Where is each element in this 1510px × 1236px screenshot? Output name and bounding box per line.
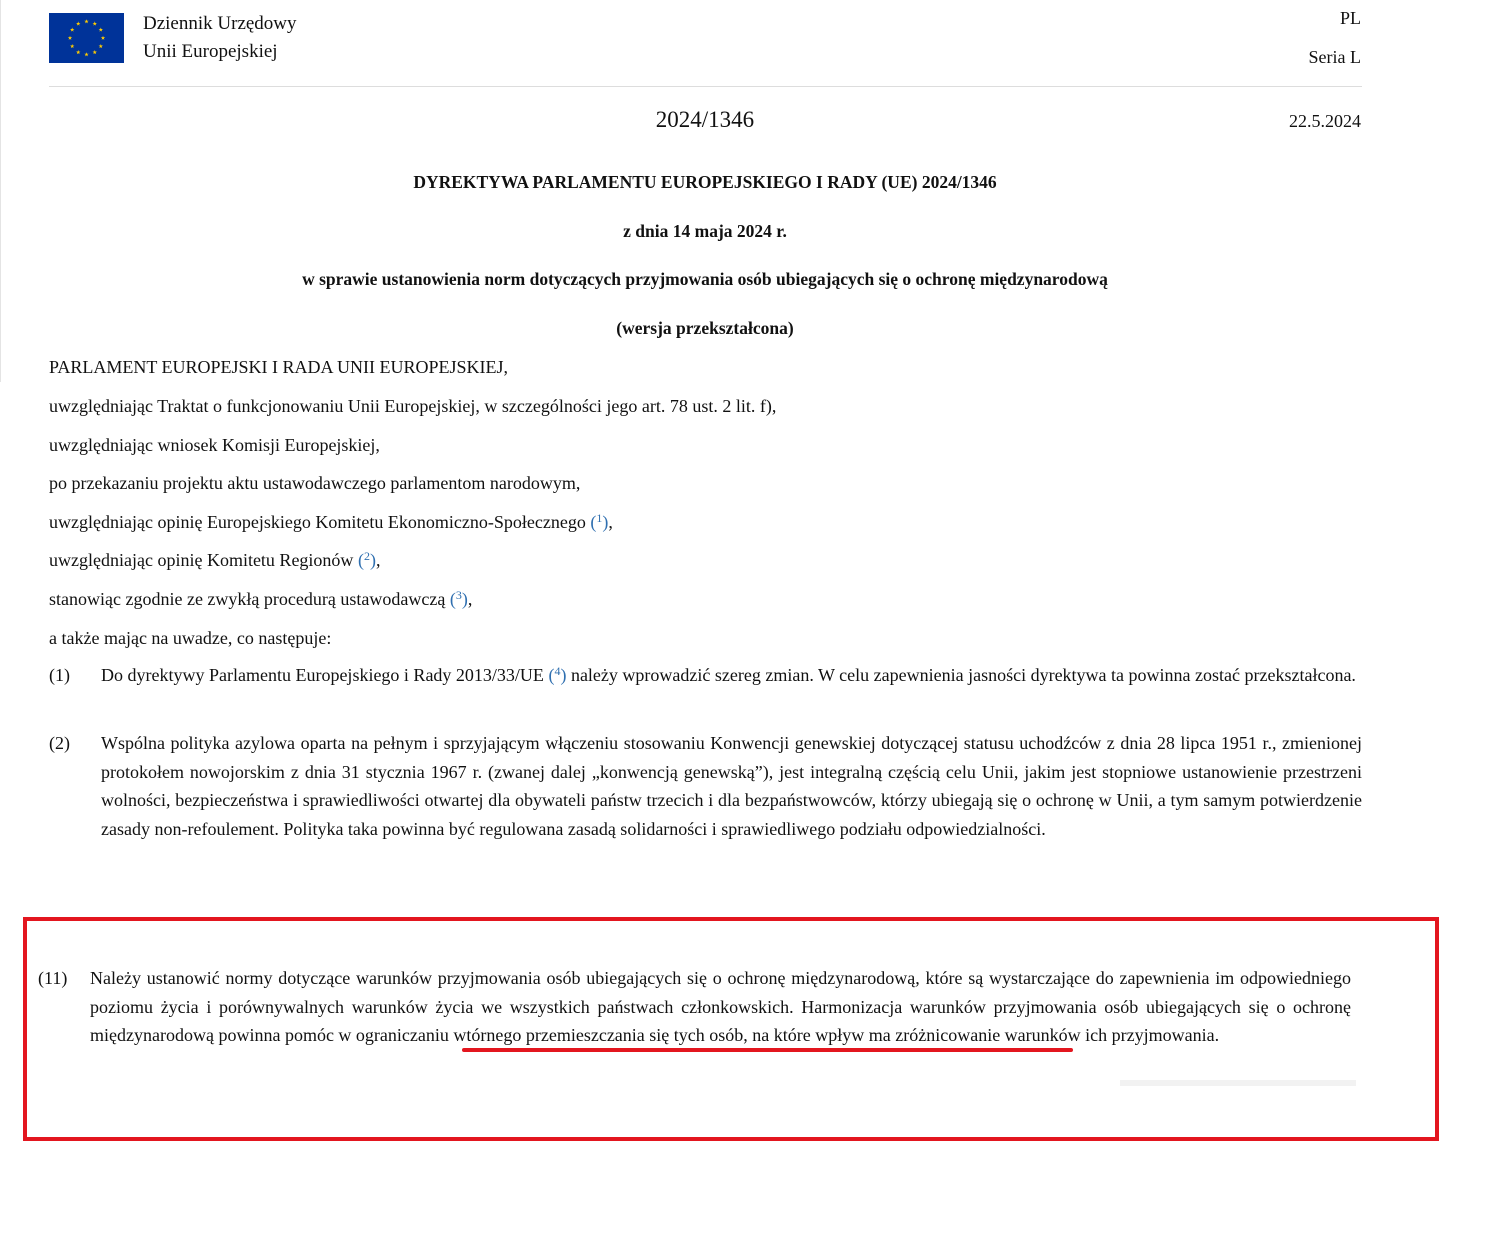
journal-line-1: Dziennik Urzędowy xyxy=(143,13,297,34)
footnote-link-2[interactable]: ($^2$) xyxy=(357,549,376,570)
footnote-link-1[interactable]: ($^1$) xyxy=(590,511,609,532)
journal-name xyxy=(143,10,297,66)
recital-number: (2) xyxy=(49,733,70,753)
highlighted-recital-text: Należy ustanowić normy dotyczące warunków przyjmowania osób ubiegających się o ochronę międzynarodową, które są wystarczające do zapewnienia im odpowiedniego poziomu życia i porównywalnych warunków życia we wszystkich państwach członkowskich. Harmonizacja warunków przyjmowania osób ubiegających się o ochronę międzynarodową powinna pomóc w ograniczaniu wtórnego przemieszczania się tych osób, na które wpływ ma zróżnicowanie warunków ich przyjmowania. xyxy=(90,968,1351,1046)
language-code: PL xyxy=(1339,8,1361,28)
preamble-line: uwzględniając wniosek Komisji Europejskiej, xyxy=(49,435,380,455)
header-divider xyxy=(49,86,1362,87)
series-label: Seria L xyxy=(1308,47,1361,67)
preamble-line: po przekazaniu projektu aktu ustawodawczego parlamentom narodowym, xyxy=(49,473,581,493)
journal-line-2: Unii Europejskiej xyxy=(143,41,278,62)
preamble-line: uwzględniając opinię Europejskiego Komitetu Ekonomiczno-Społecznego ($^1$), xyxy=(49,511,613,532)
highlighted-recital-number: (11) xyxy=(38,968,68,988)
document-dated: z dnia 14 maja 2024 r. xyxy=(623,221,787,241)
preamble-line: uwzględniając opinię Komitetu Regionów ($^2$), xyxy=(49,549,381,570)
recital-text: Do dyrektywy Parlamentu Europejskiego i Rady 2013/33/UE ($^4$) należy wprowadzić szereg zmian. W celu zapewnienia jasności dyrektywa ta powinna zostać przekształcona. xyxy=(101,664,1356,685)
preamble-line: uwzględniając Traktat o funkcjonowaniu Unii Europejskiej, w szczególności jego art. 78 ust. 2 lit. f), xyxy=(49,396,777,416)
preamble-line: PARLAMENT EUROPEJSKI I RADA UNII EUROPEJSKIEJ, xyxy=(49,357,509,377)
recital-number: (1) xyxy=(49,665,70,685)
emphasis-underline xyxy=(462,1048,1073,1052)
footnote-link-3[interactable]: ($^3$) xyxy=(449,588,468,609)
document-number: 2024/1346 xyxy=(655,107,755,132)
preamble-line: stanowiąc zgodnie ze zwykłą procedurą ustawodawczą ($^3$), xyxy=(49,588,473,609)
document-version: (wersja przekształcona) xyxy=(616,318,794,338)
scan-artifact xyxy=(1120,1080,1356,1086)
eu-flag-icon xyxy=(49,13,124,63)
document-subject: w sprawie ustanowienia norm dotyczących przyjmowania osób ubiegających się o ochronę międzynarodową xyxy=(302,269,1108,289)
document-title: DYREKTYWA PARLAMENTU EUROPEJSKIEGO I RADY (UE) 2024/1346 xyxy=(413,172,997,192)
document-date: 22.5.2024 xyxy=(1289,111,1361,131)
preamble-line: a także mając na uwadze, co następuje: xyxy=(49,628,332,648)
footnote-link-4[interactable]: ($^4$) xyxy=(548,664,567,685)
recital-text: Wspólna polityka azylowa oparta na pełnym i sprzyjającym włączeniu stosowaniu Konwencji genewskiej dotyczącej statusu uchodźców z dnia 28 lipca 1951 r., zmienionej protokołem nowojorskim z dnia 31 stycznia 1967 r. (zwanej dalej „konwencją genewską”), jest integralną częścią celu Unii, jakim jest stopniowe ustanowienie przestrzeni wolności, bezpieczeństwa i sprawiedliwości otwartej dla obywateli państw trzecich i dla bezpaństwowców, którzy ubiegają się o ochronę w Unii, a tym samym potwierdzenie zasady non-refoulement. Polityka taka powinna być regulowana zasadą solidarności i sprawiedliwego podziału odpowiedzialności. xyxy=(101,733,1362,840)
